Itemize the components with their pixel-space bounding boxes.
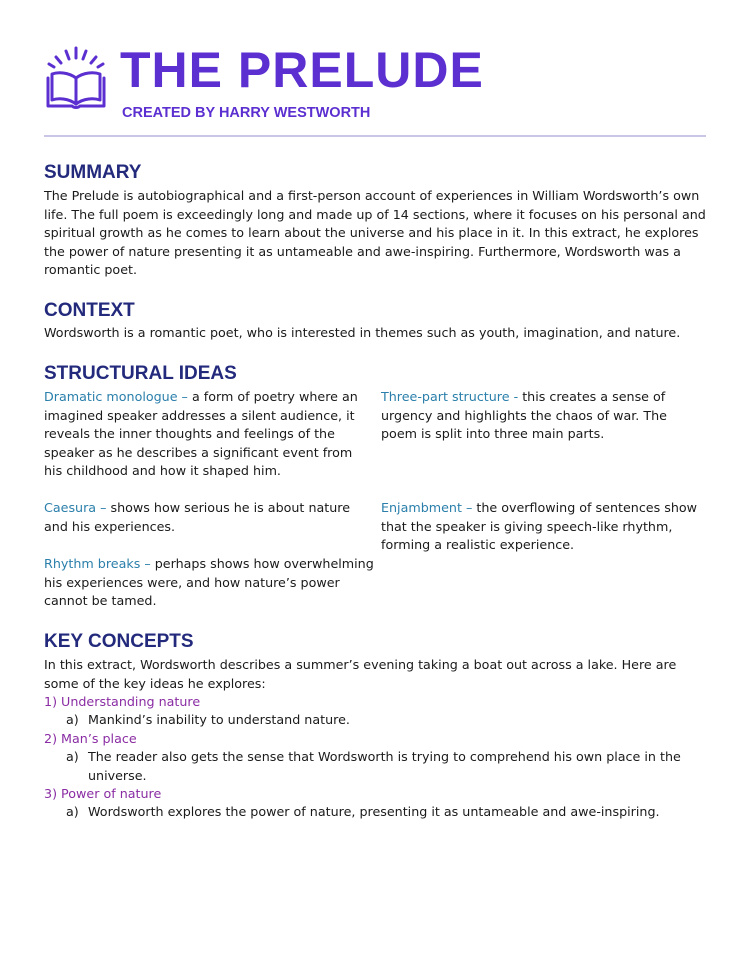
open-book-icon <box>44 44 108 110</box>
header <box>44 40 706 132</box>
structural-item-caesura <box>44 499 364 536</box>
key-concept-detail: Mankind’s inability to understand nature. <box>88 712 350 727</box>
key-concept-detail: Wordsworth explores the power of nature, presenting it as untameable and awe-inspiring. <box>88 804 660 819</box>
structural-heading: STRUCTURAL IDEAS <box>44 363 237 384</box>
key-concepts-intro: In this extract, Wordsworth describes a summer’s evening taking a boat out across a lake. Here are some of the key ideas he explores: <box>44 657 677 691</box>
structural-desc: a form of poetry where an imagined speaker addresses a silent audience, it reveals the inner thoughts and feelings of the speaker as he describes a significant event from his childhood and how it shaped him. <box>44 389 358 478</box>
structural-term: Three-part structure - <box>381 389 519 404</box>
summary-text: The Prelude is autobiographical and a first-person account of experiences in William Wordsworth’s own life. The full poem is exceedingly long and made up of 14 sections, where it focuses on his personal and spiritual growth as he comes to learn about the universe and his place in it. In this extract, he explores the power of nature presenting it as untameable and awe-inspiring. Furthermore, Wordsworth was a romantic poet. <box>44 188 706 277</box>
key-concept-label: 1) Understanding nature <box>44 694 201 709</box>
context-text: Wordsworth is a romantic poet, who is interested in themes such as youth, imagination, and nature. <box>44 325 681 340</box>
structural-term: Caesura – <box>44 500 107 515</box>
key-concept-label: 2) Man’s place <box>44 731 137 746</box>
structural-desc: shows how serious he is about nature and his experiences. <box>44 500 351 534</box>
structural-term: Enjambment – <box>381 500 473 515</box>
key-concept-detail: The reader also gets the sense that Wordsworth is trying to comprehend his own place in the universe. <box>88 749 681 783</box>
context-heading: CONTEXT <box>44 300 135 321</box>
header-divider <box>44 135 706 137</box>
structural-item-enjambment <box>381 499 705 555</box>
key-concept-label: 3) Power of nature <box>44 786 162 801</box>
sub-marker: a) <box>66 749 79 764</box>
page-subtitle: CREATED BY HARRY WESTWORTH <box>122 105 371 121</box>
structural-item-rhythm-breaks <box>44 555 378 611</box>
structural-item-three-part <box>381 388 699 444</box>
key-concepts-heading: KEY CONCEPTS <box>44 631 194 652</box>
structural-desc: the overflowing of sentences show that the speaker is giving speech-like rhythm, forming a realistic experience. <box>381 500 698 552</box>
sub-marker: a) <box>66 712 79 727</box>
page-title: THE PRELUDE <box>120 42 484 98</box>
structural-term: Dramatic monologue – <box>44 389 188 404</box>
structural-item-dramatic-monologue <box>44 388 374 481</box>
structural-term: Rhythm breaks – <box>44 556 151 571</box>
summary-heading: SUMMARY <box>44 162 142 183</box>
sub-marker: a) <box>66 804 79 819</box>
structural-desc: perhaps shows how overwhelming his experiences were, and how nature’s power cannot be tamed. <box>44 556 374 608</box>
structural-desc: this creates a sense of urgency and highlights the chaos of war. The poem is split into three main parts. <box>381 389 667 441</box>
